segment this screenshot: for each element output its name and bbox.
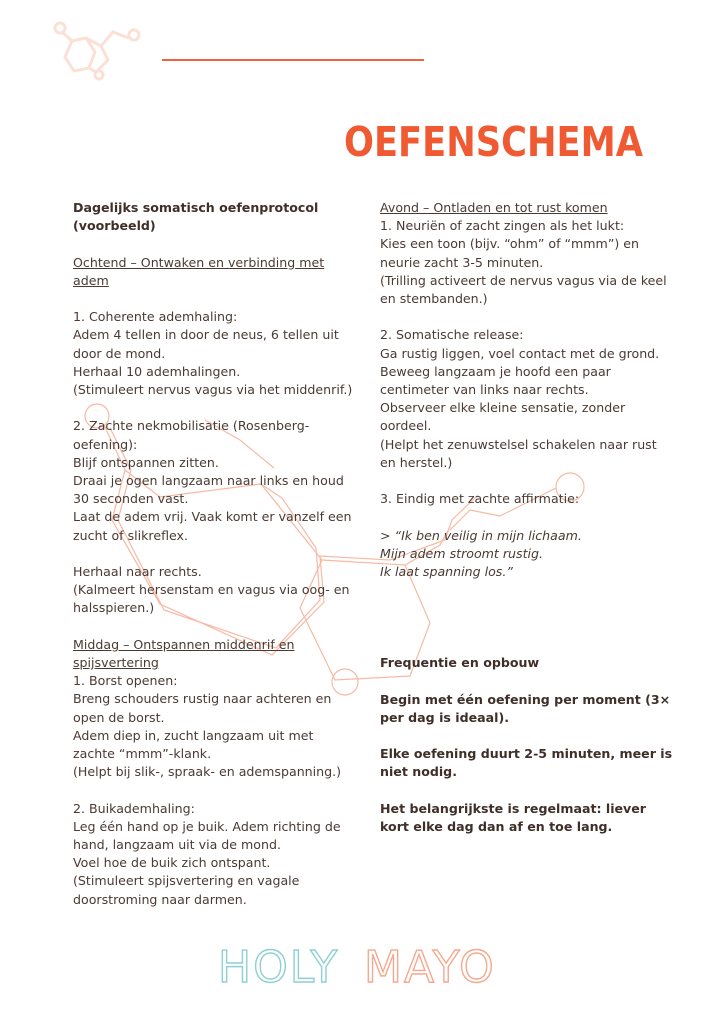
section-title-line: Ochtend – Ontwaken en verbinding met [73,254,325,270]
text-line: 1. Coherente ademhaling: [73,309,238,325]
section-title-line: adem [73,272,109,288]
text-line: oordeel. [380,418,432,434]
text-line: Draai je ogen langzaam naar links en houd [73,473,344,488]
page-title: OEFENSCHEMA [344,118,643,166]
text-line: (Kalmeert hersenstam en vagus via oog- en [73,582,350,598]
text-line: Laat de adem vrij. Vaak komt er vanzelf een [73,509,352,525]
midday-exercise-2 [73,800,348,909]
text-line: per dag is ideaal). [380,709,509,725]
midday-section-title [73,636,348,672]
text-line: Observeer elke kleine sensatie, zonder [380,400,626,416]
text-line: (Stimuleert spijsvertering en vagale [73,873,300,889]
logo-part-holy: HOLY [218,942,340,990]
text-line: zachte “mmm”-klank. [73,746,212,762]
text-line: Kies een toon (bijv. “ohm” of “mmm”) en [380,236,640,252]
text-line: 2. Buikademhaling: [73,800,195,816]
text-line: 2. Zachte nekmobilisatie (Rosenberg- [73,418,310,434]
logo-part-mayo: MAYO [364,942,496,990]
header-divider-line [162,59,424,61]
text-line: 30 seconden vast. [73,491,189,507]
text-line: zucht of slikreflex. [73,527,188,543]
right-column [380,199,673,836]
text-line: Ga rustig liggen, voel contact met de grond. [380,345,660,361]
text-line: Herhaal 10 ademhalingen. [73,363,241,379]
text-line: (Helpt bij slik-, spraak- en ademspanning.) [73,764,342,780]
text-line: Adem 4 tellen in door de neus, 6 tellen uit [73,327,339,343]
text-line: 2. Somatische release: [380,327,524,343]
text-line: open de borst. [73,709,165,725]
text-line: hand, langzaam uit via de mond. [73,837,281,853]
text-line: 1. Borst openen: [73,673,178,689]
affirmation-quote [380,527,670,582]
text-line: niet nodig. [380,764,457,780]
text-line: Mijn adem stroomt rustig. [380,545,544,561]
text-line: Elke oefening duurt 2-5 minuten, meer is [380,746,673,762]
morning-section-title [73,254,348,290]
small-molecule-icon [55,23,139,79]
holymayo-logo [218,942,508,990]
text-line: Het belangrijkste is regelmaat: liever [380,800,647,816]
text-line: centimeter van links naar rechts. [380,382,589,398]
text-line: Leg één hand op je buik. Adem richting de [73,818,341,834]
text-line: (Stimuleert nervus vagus via het middenrif.) [73,382,353,397]
text-line: Beweeg langzaam je hoofd een paar [380,363,611,379]
text-line: Breng schouders rustig naar achteren en [73,691,332,707]
text-line: 1. Neuriën of zacht zingen als het lukt: [380,218,625,234]
protocol-heading [73,199,348,235]
midday-exercise-1 [73,672,348,781]
text-line: Begin met één oefening per moment (3× [380,691,671,707]
text-line: Blijf ontspannen zitten. [73,454,219,470]
evening-exercise-1 [380,217,670,308]
text-line: (Trilling activeert de nervus vagus via de keel [380,272,667,288]
heading-line: (voorbeeld) [73,218,156,234]
section-title-line: Middag – Ontspannen middenrif en [73,636,295,652]
morning-exercise-2 [73,417,352,544]
text-line: Herhaal naar rechts. [73,564,202,579]
text-line: en herstel.) [380,454,453,470]
text-line: halsspieren.) [73,600,155,616]
text-line: en stembanden.) [380,291,488,307]
text-line: Voel hoe de buik zich ontspant. [73,855,271,871]
evening-exercise-2 [380,326,670,472]
frequency-section [380,654,673,836]
text-line: door de mond. [73,345,166,361]
text-line: (Helpt het zenuwstelsel schakelen naar rust [380,436,657,452]
evening-exercise-3: 3. Eindig met zachte affirmatie: [380,491,580,507]
evening-section-title: Avond – Ontladen en tot rust komen [380,200,608,215]
text-line: kort elke dag dan af en toe lang. [380,819,613,834]
text-line: Ik laat spanning los.” [380,564,513,580]
text-line: doorstroming naar darmen. [73,891,247,907]
text-line: neurie zacht 3-5 minuten. [380,254,544,270]
section-title-line: spijsvertering [73,655,159,670]
morning-exercise-2-repeat [73,563,348,618]
text-line: oefening): [73,436,138,452]
left-column [73,199,353,909]
frequency-title: Frequentie en opbouw [380,655,540,671]
morning-exercise-1 [73,308,353,399]
text-line: > “Ik ben veilig in mijn lichaam. [380,527,582,543]
heading-line: Dagelijks somatisch oefenprotocol [73,200,319,215]
text-line: Adem diep in, zucht langzaam uit met [73,727,314,743]
